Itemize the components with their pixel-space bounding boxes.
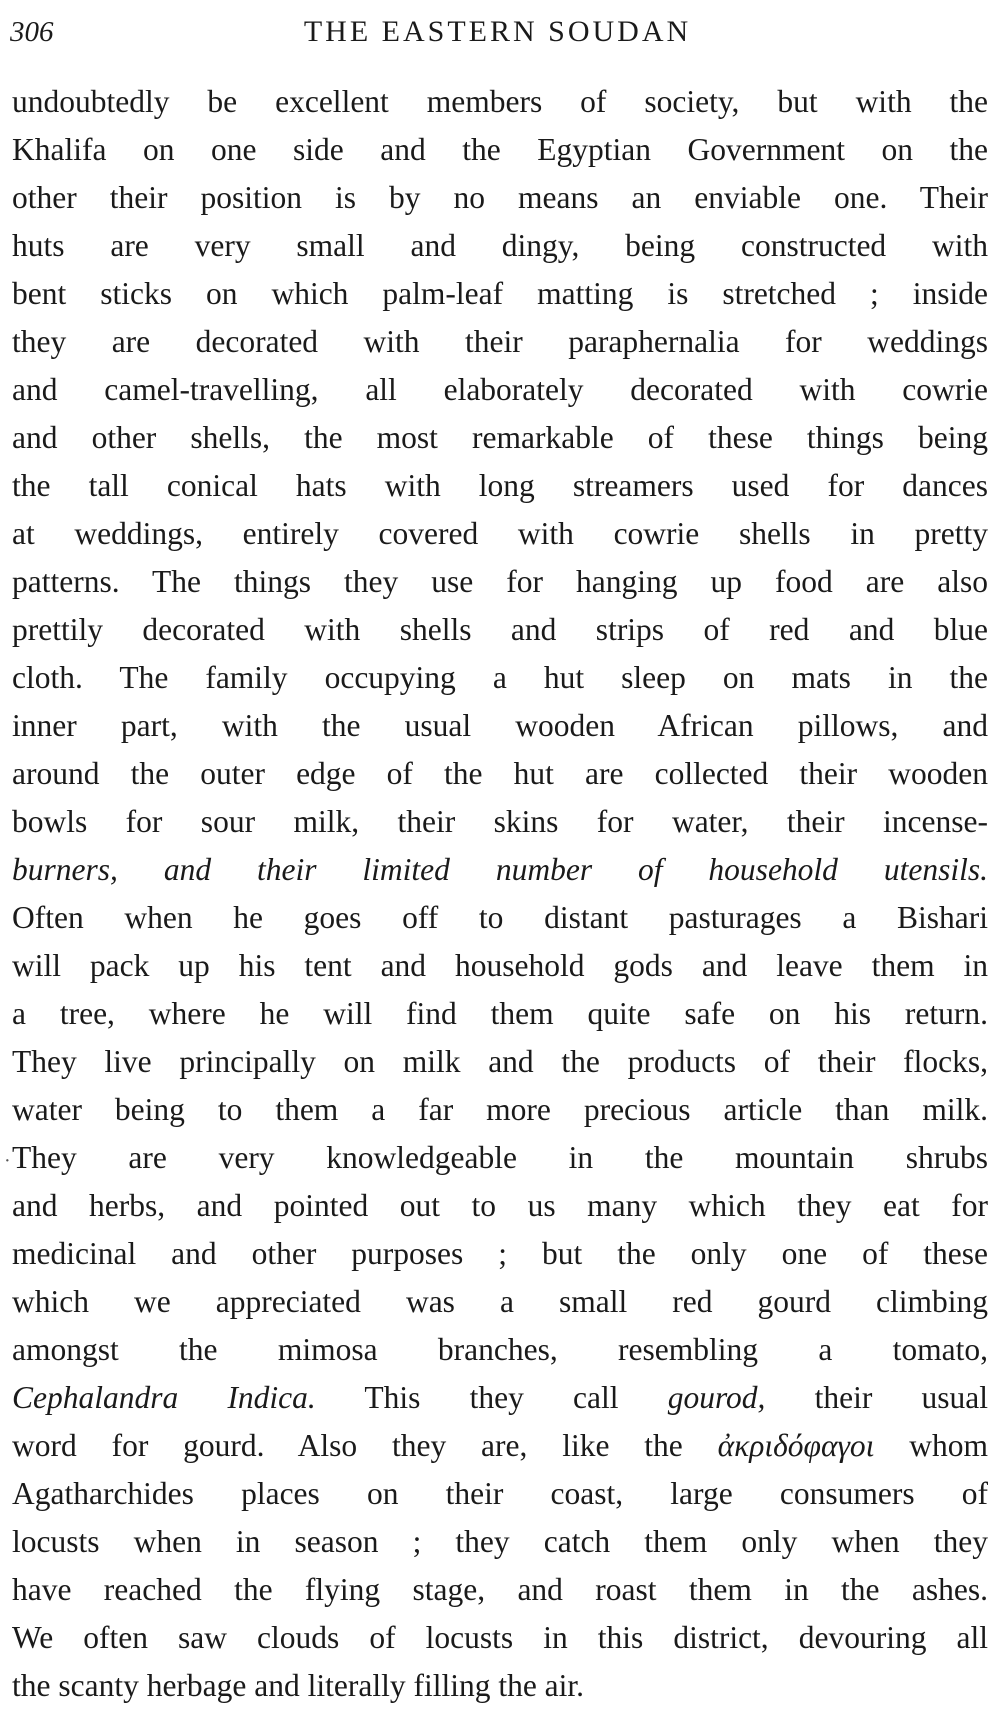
page-number: 306 [10,16,54,48]
text-line: and other shells, the most remarkable of these things being [12,420,988,455]
text-line: at weddings, entirely covered with cowrie shells in pretty [12,516,988,551]
text-line: They are very knowledgeable in the mountain shrubs [12,1140,988,1175]
text-line: inner part, with the usual wooden African pillows, and [12,708,988,743]
text-line: We often saw clouds of locusts in this district, devouring all [12,1620,988,1655]
running-head [10,10,985,54]
body-text [12,78,988,1710]
text-line: have reached the flying stage, and roast them in the ashes. [12,1572,988,1607]
text-line: and camel-travelling, all elaborately decorated with cowrie [12,372,988,407]
text-line: a tree, where he will find them quite safe on his return. [12,996,988,1031]
text-line: will pack up his tent and household gods and leave them in [12,948,988,983]
text-line: other their position is by no means an enviable one. Their [12,180,988,215]
text-line: word for gourd. Also they are, like the ἀκριδόφαγοι whom [12,1428,988,1463]
text-line: They live principally on milk and the products of their flocks, [12,1044,988,1079]
text-line: Khalifa on one side and the Egyptian Government on the [12,132,988,167]
text-line: which we appreciated was a small red gourd climbing [12,1284,988,1319]
text-line: around the outer edge of the hut are collected their wooden [12,756,988,791]
text-line: and herbs, and pointed out to us many which they eat for [12,1188,988,1223]
text-line: Cephalandra Indica. This they call gourod, their usual [12,1380,988,1415]
text-line: the tall conical hats with long streamers used for dances [12,468,988,503]
text-line: bent sticks on which palm-leaf matting is stretched ; inside [12,276,988,311]
text-line: huts are very small and dingy, being constructed with [12,228,988,263]
text-line: burners, and their limited number of household utensils. [12,852,988,887]
text-line: water being to them a far more precious article than milk. [12,1092,988,1127]
text-line: Often when he goes off to distant pasturages a Bishari [12,900,988,935]
text-line: locusts when in season ; they catch them only when they [12,1524,988,1559]
text-line: cloth. The family occupying a hut sleep on mats in the [12,660,988,695]
text-line: medicinal and other purposes ; but the only one of these [12,1236,988,1271]
text-line: prettily decorated with shells and strips of red and blue [12,612,988,647]
book-title: THE EASTERN SOUDAN [303,15,692,48]
text-line: bowls for sour milk, their skins for water, their incense- [12,804,988,839]
text-line: patterns. The things they use for hanging up food are also [12,564,988,599]
text-line: undoubtedly be excellent members of society, but with the [12,84,988,119]
text-line: amongst the mimosa branches, resembling a tomato, [12,1332,988,1367]
margin-mark: · [4,1150,11,1172]
text-line: Agatharchides places on their coast, large consumers of [12,1476,988,1511]
text-line: the scanty herbage and literally filling the air. [12,1668,585,1703]
text-line: they are decorated with their paraphernalia for weddings [12,324,988,359]
